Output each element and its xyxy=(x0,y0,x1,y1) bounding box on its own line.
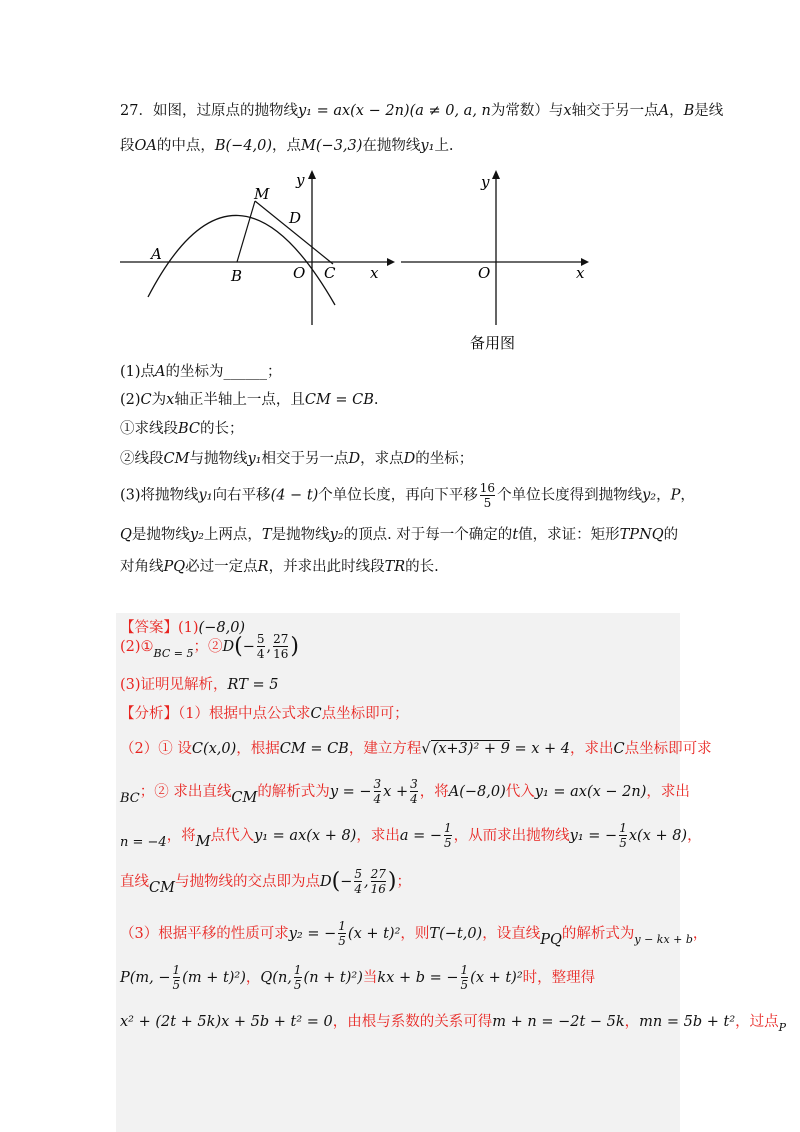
numerator: 5 xyxy=(354,867,362,882)
formula: CM = CB xyxy=(304,392,374,408)
numerator: 1 xyxy=(460,963,469,978)
var: M(−3,3) xyxy=(301,138,363,154)
text: （2）① 设 xyxy=(120,741,192,757)
var: P xyxy=(670,487,681,504)
var: A xyxy=(155,364,166,380)
fraction xyxy=(480,482,495,509)
formula: A(−8,0) xyxy=(448,784,506,800)
var: x xyxy=(166,392,175,408)
text: 是抛物线 xyxy=(271,527,330,543)
text: ， xyxy=(245,970,261,986)
text: 对角线 xyxy=(120,559,164,575)
text: ； xyxy=(396,874,411,890)
var: C xyxy=(613,741,625,757)
var: R xyxy=(257,559,269,575)
text: 的解析式为 xyxy=(257,784,330,800)
text: （3）根据平移的性质可求 xyxy=(120,926,289,942)
var: M xyxy=(195,834,211,850)
var: D xyxy=(348,451,361,467)
numerator: 1 xyxy=(338,919,346,934)
text: 点代入 xyxy=(210,828,255,844)
label-B: B xyxy=(231,267,243,285)
analysis-line-6 xyxy=(120,916,707,952)
var: y₁ xyxy=(420,138,435,154)
text: ，根据 xyxy=(236,741,280,757)
denominator: 4 xyxy=(373,792,382,806)
analysis-line-3 xyxy=(120,774,690,810)
formula: (4 − t) xyxy=(270,487,319,504)
var: B(−4,0) xyxy=(214,138,273,154)
fraction xyxy=(461,964,469,991)
formula: (x + t)² xyxy=(347,926,401,942)
text: 相交于另一点 xyxy=(261,451,349,467)
text: ，求出 xyxy=(570,741,614,757)
text: 值，求证：矩形 xyxy=(518,527,620,543)
x-axis-arrow xyxy=(387,258,395,266)
var: A xyxy=(658,103,670,119)
question-2-1 xyxy=(120,421,244,438)
formula: T(−t,0) xyxy=(429,926,483,942)
text: ②线段 xyxy=(120,451,164,467)
text: ，求点 xyxy=(360,451,404,467)
text: ， xyxy=(680,487,695,504)
text: (1)点 xyxy=(120,364,156,380)
label-y: y xyxy=(481,173,490,191)
var: y₁ xyxy=(247,451,262,467)
text: ①求线段 xyxy=(120,421,178,437)
text: 的坐标为 xyxy=(165,364,224,380)
denominator: 16 xyxy=(273,647,289,661)
text: 的长； xyxy=(200,421,244,437)
formula: y₁ = ax(x − 2n)(a ≠ 0, a, n xyxy=(297,103,491,119)
text: （1）根据中点公式求 xyxy=(178,706,311,722)
text: 点坐标即可； xyxy=(321,706,409,722)
text: 个单位长度，再向下平移 xyxy=(318,487,478,504)
var: y₂ xyxy=(642,487,657,504)
label-O: O xyxy=(293,264,306,282)
var: y₂ xyxy=(189,527,204,543)
denominator: 5 xyxy=(444,836,452,850)
formula: n = −4 xyxy=(120,835,167,850)
problem-line-2 xyxy=(120,138,454,155)
label-M: M xyxy=(254,185,270,203)
text: 轴交于另一点 xyxy=(571,103,659,119)
fraction xyxy=(619,822,627,849)
label-x: x xyxy=(576,264,585,282)
fraction xyxy=(374,778,382,805)
text: ， xyxy=(687,828,702,844)
formula: y₁ = ax(x + 8) xyxy=(254,828,357,844)
text: ，并求出此时线段 xyxy=(268,559,385,575)
question-3-line-2 xyxy=(120,527,678,544)
text: (3)将抛物线 xyxy=(120,487,199,504)
numerator: 1 xyxy=(619,821,627,836)
var: D xyxy=(222,639,235,655)
question-3-line-3 xyxy=(120,559,439,576)
numerator: 16 xyxy=(479,481,496,495)
var: B xyxy=(683,103,695,119)
var: D xyxy=(319,874,332,890)
var: CM xyxy=(163,451,190,467)
text: ；② 求出直线 xyxy=(139,784,232,800)
text: 的长. xyxy=(405,559,439,575)
text: 当 xyxy=(362,970,378,986)
label-x: x xyxy=(370,264,379,282)
text: 必过一定点 xyxy=(185,559,258,575)
formula: a = − xyxy=(399,828,443,844)
text: ， xyxy=(692,926,708,942)
answer-label: 【答案】 xyxy=(120,620,178,636)
var: PQ xyxy=(163,559,186,575)
formula: RT = 5 xyxy=(227,677,279,693)
var: y₁ xyxy=(198,487,213,504)
text: 段 xyxy=(120,138,135,154)
answer-blank: ______ xyxy=(223,364,268,380)
fraction xyxy=(173,964,181,991)
text: 是线 xyxy=(694,103,724,119)
answer-line-3 xyxy=(120,677,278,694)
formula: P(m, − xyxy=(120,970,171,986)
parabola-curve xyxy=(148,215,335,305)
question-2-2 xyxy=(120,451,473,468)
text: (1) xyxy=(178,620,199,636)
formula: C(x,0) xyxy=(191,741,237,757)
numerator: 1 xyxy=(444,821,452,836)
formula: y₁ = ax(x − 2n) xyxy=(534,784,647,800)
text: 的解析式为 xyxy=(561,926,635,942)
var: BC xyxy=(178,421,201,437)
formula: x + xyxy=(383,784,409,800)
analysis-line-5: 直线CM与抛物线的交点即为点D(− $\frac{5}{4}$ , $\frac{27}{16}$ )； xyxy=(120,867,411,896)
y-axis-arrow xyxy=(308,170,316,179)
denominator: 4 xyxy=(410,792,418,806)
text: (2) xyxy=(120,392,141,408)
text: 为 xyxy=(151,392,167,408)
var: C xyxy=(140,392,152,408)
var: CM xyxy=(231,790,258,806)
problem-line-1 xyxy=(120,103,723,120)
formula: kx + b = − xyxy=(377,970,459,986)
denominator: 5 xyxy=(172,978,181,992)
var: t xyxy=(512,527,519,543)
text: 与抛物线 xyxy=(189,451,248,467)
var: BC xyxy=(120,791,140,806)
var: Q xyxy=(120,527,132,543)
text: . xyxy=(373,392,379,408)
denominator: 4 xyxy=(354,882,362,896)
answer-line-2: $(2)①_{BC = 5}$；②D(− $\frac{5}{4}$ , $\frac{27}{16}$ ) xyxy=(120,632,299,661)
formula: (−8,0) xyxy=(198,620,246,636)
text: 上两点， xyxy=(203,527,262,543)
text: ，求出 xyxy=(356,828,400,844)
fraction xyxy=(294,964,302,991)
text: ，由根与系数的关系可得 xyxy=(332,1014,493,1030)
text: 点坐标即可求 xyxy=(624,741,712,757)
text: 的中点， xyxy=(156,138,215,154)
text: ，将 xyxy=(166,828,196,844)
var: OA xyxy=(134,138,157,154)
text: 的 xyxy=(663,527,679,543)
denominator: 5 xyxy=(338,934,346,948)
fraction xyxy=(371,868,386,895)
text: 轴正半轴上一点，且 xyxy=(174,392,305,408)
text: ，则 xyxy=(400,926,430,942)
spare-figure xyxy=(398,165,598,360)
formula: Q(n, xyxy=(260,970,292,986)
text: 为常数）与 xyxy=(490,103,564,119)
numerator: 3 xyxy=(410,777,418,792)
formula: (x + t)² xyxy=(470,970,523,986)
var: TR xyxy=(384,559,406,575)
analysis-label: 【分析】 xyxy=(120,706,178,722)
formula: y₂ = − xyxy=(288,926,337,942)
analysis-line-1 xyxy=(120,706,409,723)
fraction xyxy=(338,920,346,947)
var: C xyxy=(310,706,322,722)
fraction xyxy=(257,633,265,660)
text: ，过点 xyxy=(735,1014,779,1030)
text: 直线 xyxy=(120,874,149,890)
var: T xyxy=(261,527,272,543)
fraction xyxy=(354,868,362,895)
text: 的坐标； xyxy=(415,451,474,467)
question-3-line-1 xyxy=(120,482,695,509)
analysis-line-4 xyxy=(120,818,702,854)
text: ， xyxy=(624,1014,640,1030)
numerator: 27 xyxy=(370,867,386,882)
fraction xyxy=(410,778,418,805)
denominator: 5 xyxy=(293,978,302,992)
var: x xyxy=(563,103,572,119)
question-2 xyxy=(120,392,379,409)
formula: (m + t)²) xyxy=(182,970,246,986)
parabola-figure xyxy=(115,165,395,330)
analysis-line-2: （2）① 设C(x,0)，根据CM = CB，建立方程√ (x+3)² + 9 = x + 4，求出C点坐标即可求 xyxy=(120,741,712,757)
var: TPNQ xyxy=(619,527,664,543)
fraction xyxy=(444,822,452,849)
text: (3)证明见解析， xyxy=(120,677,228,693)
numerator: 27 xyxy=(273,632,289,647)
text: 在抛物线 xyxy=(362,138,421,154)
figure-caption: 备用图 xyxy=(470,334,516,352)
formula: CM = CB xyxy=(279,741,349,757)
text: 个单位长度得到抛物线 xyxy=(497,487,643,504)
var: y₂ xyxy=(329,527,344,543)
text: ， xyxy=(656,487,671,504)
text: ，点 xyxy=(272,138,302,154)
label-A: A xyxy=(151,245,162,263)
text: 是抛物线 xyxy=(131,527,190,543)
denominator: 5 xyxy=(460,978,469,992)
formula: y = − xyxy=(329,784,372,800)
text: ； xyxy=(267,364,282,380)
formula: y − kx + b xyxy=(634,933,693,946)
var: PQ xyxy=(540,932,562,948)
formula: x² + (2t + 5k)x + 5b + t² = 0 xyxy=(120,1014,333,1030)
numerator: 3 xyxy=(373,777,382,792)
label-C: C xyxy=(324,264,336,282)
text: ；② xyxy=(193,639,223,655)
text: 上. xyxy=(434,138,454,154)
numerator: 5 xyxy=(256,632,265,647)
text: ，设直线 xyxy=(482,926,541,942)
numerator: 1 xyxy=(172,963,181,978)
analysis-line-7 xyxy=(120,960,595,996)
denominator: 5 xyxy=(480,495,495,510)
denominator: 16 xyxy=(370,882,386,896)
fraction xyxy=(273,633,288,660)
var: D xyxy=(403,451,416,467)
text: ，将 xyxy=(419,784,449,800)
var: CM xyxy=(149,880,175,896)
text: 向右平移 xyxy=(212,487,271,504)
formula: mn = 5b + t² xyxy=(639,1014,736,1030)
text: (2)① xyxy=(120,639,154,655)
label-y: y xyxy=(296,171,305,189)
text: 代入 xyxy=(505,784,535,800)
formula: = x + 4 xyxy=(514,741,570,757)
text: 时，整理得 xyxy=(522,970,596,986)
text: ，求出 xyxy=(646,784,690,800)
label-O: O xyxy=(478,264,491,282)
label-D: D xyxy=(289,209,302,227)
var: P xyxy=(778,1021,787,1034)
text: ，建立方程 xyxy=(348,741,422,757)
denominator: 4 xyxy=(256,647,265,661)
formula: (n + t)²) xyxy=(303,970,363,986)
analysis-line-8 xyxy=(120,1014,786,1034)
text: 的顶点. 对于每一个确定的 xyxy=(343,527,513,543)
text: 与抛物线的交点即为点 xyxy=(174,874,320,890)
formula: m + n = −2t − 5k xyxy=(492,1014,625,1030)
text: ， xyxy=(669,103,684,119)
denominator: 5 xyxy=(619,836,627,850)
formula: BC = 5 xyxy=(153,647,194,660)
sqrt-content: (x+3)² + 9 xyxy=(432,741,510,757)
segment-BM xyxy=(237,201,255,262)
text: ，从而求出抛物线 xyxy=(453,828,570,844)
text: 27．如图，过原点的抛物线 xyxy=(120,103,298,119)
numerator: 1 xyxy=(293,963,302,978)
question-1 xyxy=(120,364,282,381)
y-axis-arrow xyxy=(492,170,500,179)
formula: x(x + 8) xyxy=(628,828,688,844)
formula: y₁ = − xyxy=(569,828,618,844)
